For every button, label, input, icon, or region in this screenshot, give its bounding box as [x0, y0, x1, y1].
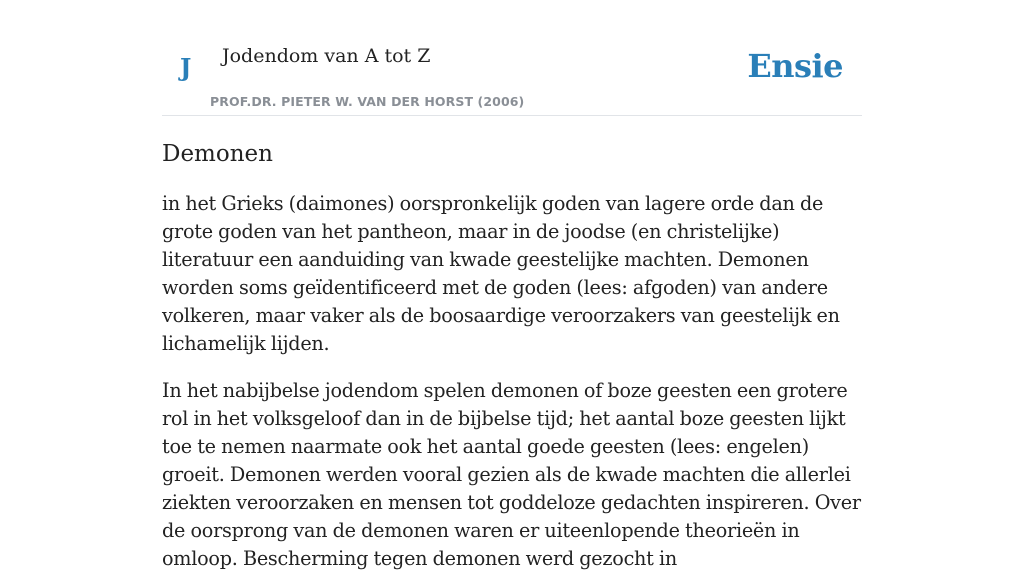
entry-paragraph-2: In het nabijbelse jodendom spelen demonen of boze geesten een grotere rol in het volksgeloof dan in de bijbelse tijd; het aantal boze geesten lijkt toe te nemen naarmate ook het aantal goede geesten (lees: engelen) groeit. Demonen werden vooral gezien als de kwade machten die allerlei ziekten veroorzaken en mensen tot goddeloze gedachten inspireren. Over de oorsprong van de demonen waren er uiteenlopende theorieën in omloop. Bescherming tegen demonen werd gezocht in [162, 378, 861, 570]
entry-title: Demonen [162, 141, 273, 167]
book-author: PROF.DR. PIETER W. VAN DER HORST (2006) [210, 94, 525, 109]
entry-paragraph-1: in het Grieks (daimones) oorspronkelijk goden van lagere orde dan de grote goden van het pantheon, maar in de joodse (en christelijke) literatuur een aanduiding van kwade geestelijke machten. Demonen worden soms geïdentificeerd met de goden (lees: afgoden) van andere volkeren, maar vaker als de boosaardige veroorzakers van geestelijk en lichamelijk lijden. [162, 191, 840, 355]
entry-header [162, 0, 862, 116]
ensie-logo[interactable]: Ensie [747, 47, 843, 85]
book-title-link[interactable]: Jodendom van A tot Z [222, 45, 431, 67]
entry-container [162, 0, 862, 573]
book-letter-icon[interactable]: J [180, 53, 192, 82]
